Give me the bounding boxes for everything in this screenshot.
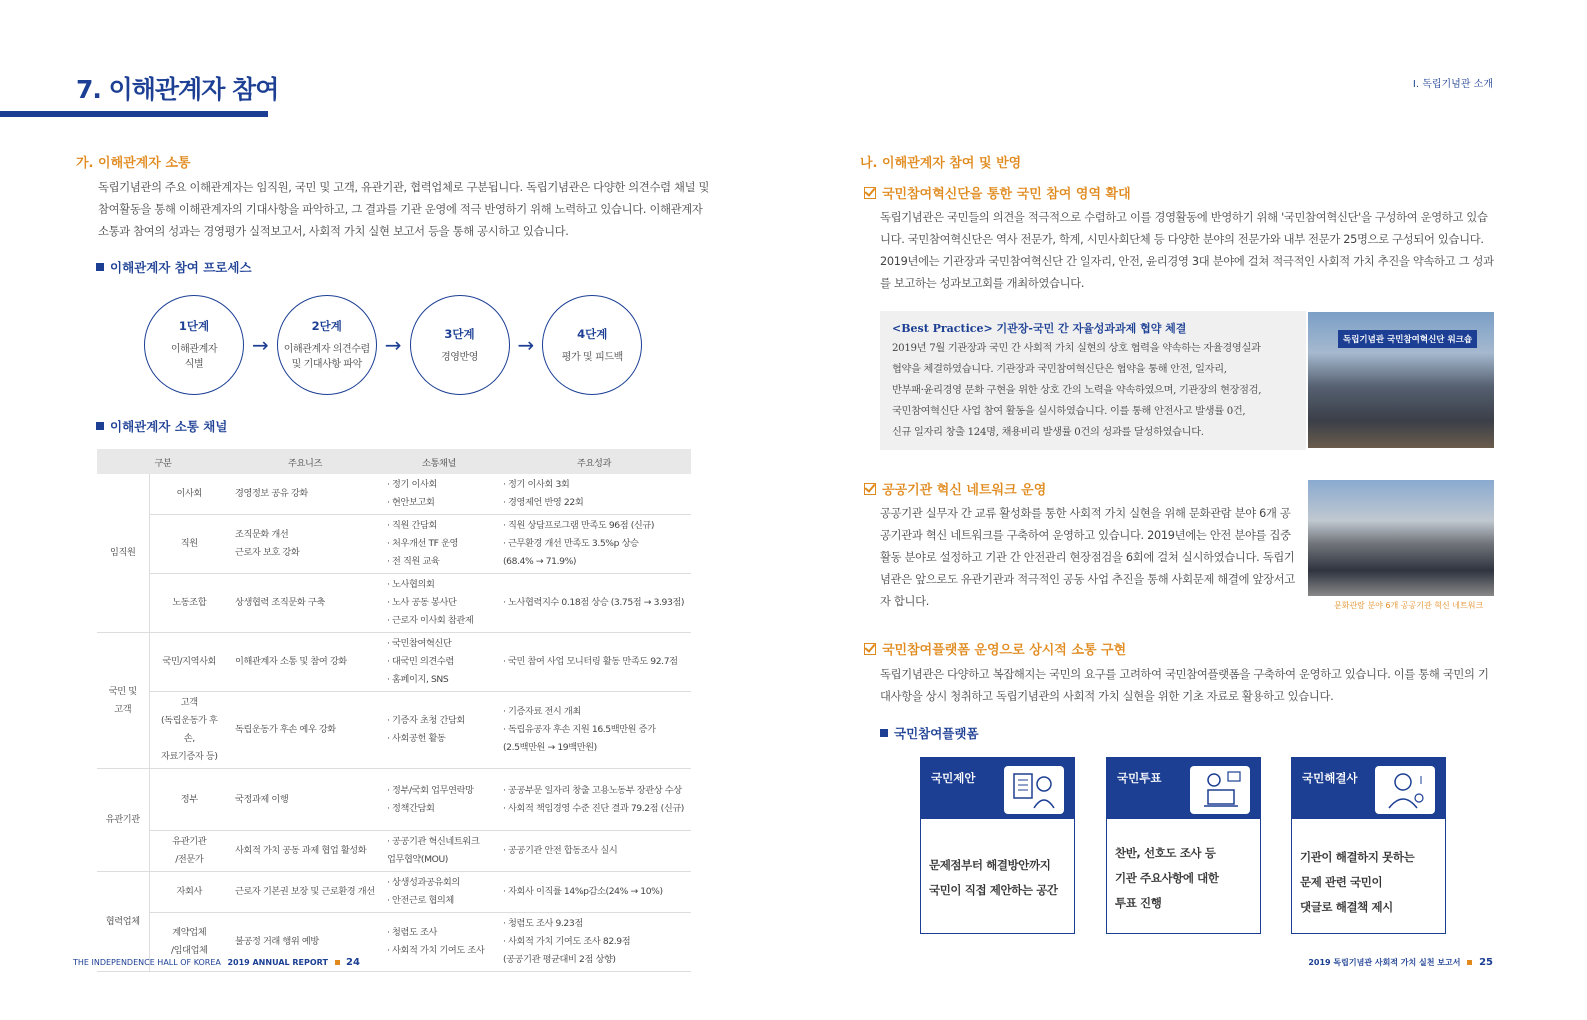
comm-heading: 가. 이해관계자 소통: [76, 156, 191, 171]
process-step-3: [410, 295, 510, 395]
table-header-cell: 주요성과: [497, 449, 691, 474]
table-row: [97, 574, 691, 633]
result-cell: · 노사협력지수 0.18점 상승 (3.75점 → 3.93점): [497, 574, 691, 633]
comm-text: 독립기념관의 주요 이해관계자는 임직원, 국민 및 고객, 유관기관, 협력업체로 구분됩니다. 독립기념관은 다양한 의견수렴 채널 및 참여활동을 통해 이해관계자의 기대사항을 파악하고, 그 결과를 기관 운영에 적극 반영하기 위해 노력하고 있습니다. 이해관계자 소통과 참여의 성과는 경영평가 실적보고서, 사회적 가치 실현 보고서 등을 통해 공시하고 있습니다.: [98, 181, 710, 238]
sub-cell: 정부: [149, 769, 229, 831]
sub-cell: 노동조합: [149, 574, 229, 633]
table-row: [97, 872, 691, 913]
platform-heading-label: 국민참여플랫폼: [894, 726, 979, 741]
platform-desc: 문제점부터 해결방안까지 국민이 직접 제안하는 공간: [929, 858, 1058, 897]
needs-cell: 독립운동가 후손 예우 강화: [229, 692, 381, 769]
sub-cell: 계약업체 /임대업체: [149, 913, 229, 972]
result-cell: · 직원 상담프로그램 만족도 96점 (신규) · 근무환경 개선 만족도 3.5%p 상승 (68.4% → 71.9%): [497, 515, 691, 574]
table-header-row: [97, 449, 691, 474]
process-step-2: [277, 295, 377, 395]
needs-cell: 국정과제 이행: [229, 769, 381, 831]
channel-cell: · 청렴도 조사 · 사회적 가치 기여도 조사: [381, 913, 497, 972]
process-step-label: 4단계: [577, 326, 608, 341]
platform-card-vote: [1106, 757, 1261, 934]
checkbox-icon: [864, 187, 876, 199]
square-bullet-icon: [880, 729, 888, 737]
page-number: 25: [1479, 957, 1493, 968]
channel-heading: [96, 417, 227, 435]
title-underline: [0, 111, 268, 117]
footer-org: THE INDEPENDENCE HALL OF KOREA: [73, 958, 221, 967]
arrow-right-icon: →: [517, 333, 535, 357]
result-cell: · 공공부문 일자리 창출 고용노동부 장관상 수상 · 사회적 책임경영 수준 진단 결과 79.2점 (신규): [497, 769, 691, 831]
person-document-icon: [1004, 766, 1064, 814]
table-header-cell: 주요니즈: [229, 449, 381, 474]
section-tag: I. 독립기념관 소개: [1412, 79, 1493, 90]
channel-cell: · 정부/국회 업무연락망 · 정책간담회: [381, 769, 497, 831]
photo-banner: 독립기념관 국민참여혁신단 워크숍: [1338, 330, 1477, 348]
s1-heading-label: 국민참여혁신단을 통한 국민 참여 영역 확대: [882, 187, 1131, 202]
channel-table: [97, 449, 691, 972]
process-step-label: 2단계: [311, 319, 342, 333]
footer-dot-icon: [1467, 960, 1472, 965]
s3-text: 독립기념관은 다양하고 복잡해지는 국민의 요구를 고려하여 국민참여플랫폼을 구축하여 운영하고 있습니다. 이를 통해 국민의 기대사항을 상시 청취하고 독립기념관의 사회적 가치 실현을 위한 기초 자료로 활용하고 있습니다.: [880, 668, 1489, 703]
table-row: [97, 692, 691, 769]
arrow-right-icon: →: [384, 333, 402, 357]
s2-heading-label: 공공기관 혁신 네트워크 운영: [882, 483, 1047, 498]
channel-cell: · 정기 이사회 · 현안보고회: [381, 474, 497, 515]
person-laptop-icon: [1190, 766, 1250, 814]
footer-dot-icon: [335, 960, 340, 965]
platform-label: 국민제안: [931, 771, 976, 785]
group-cell: 유관기관: [97, 769, 149, 872]
table-row: [97, 474, 691, 515]
s1-text: 독립기념관은 국민들의 의견을 적극적으로 수렴하고 이를 경영활동에 반영하기 위해 '국민참여혁신단'을 구성하여 운영하고 있습니다. 국민참여혁신단은 역사 전문가, 학계, 시민사회단체 등 다양한 분야의 전문가와 내부 전문가 25명으로 구성되어 있습니다. 2019년에는 기관장과 국민참여혁신단 간 일자리, 안전, 윤리경영 3대 분야에 걸쳐 적극적인 사회적 가치 추진을 약속하고 그 성과를 보고하는 성과보고회를 개최하였습니다.: [880, 211, 1494, 290]
channel-cell: · 직원 간담회 · 처우개선 TF 운영 · 전 직원 교육: [381, 515, 497, 574]
table-header-cell: 구분: [97, 449, 229, 474]
network-photo: [1308, 480, 1494, 596]
needs-cell: 이해관계자 소통 및 참여 강화: [229, 633, 381, 692]
result-cell: · 기증자료 전시 개최 · 독립유공자 후손 지원 16.5백만원 증가 (2.5백만원 → 19백만원): [497, 692, 691, 769]
result-cell: · 정기 이사회 3회 · 경영제언 반영 22회: [497, 474, 691, 515]
s3-heading: [864, 639, 1126, 658]
process-step-4: [542, 295, 642, 395]
participation-heading: 나. 이해관계자 참여 및 반영: [860, 156, 1022, 171]
process-step-label: 1단계: [178, 319, 210, 333]
needs-cell: 조직문화 개선 근로자 보호 강화: [229, 515, 381, 574]
page-number: 24: [346, 957, 360, 968]
platform-card-header: [921, 758, 1074, 819]
square-bullet-icon: [96, 422, 104, 430]
sub-cell: 자회사: [149, 872, 229, 913]
process-step-desc: 이해관계자 식별: [170, 344, 218, 370]
channel-cell: · 상생성과공유회의 · 안전근로 협의체: [381, 872, 497, 913]
needs-cell: 상생협력 조직문화 구축: [229, 574, 381, 633]
group-cell: 국민 및 고객: [97, 633, 149, 769]
s1-heading: [864, 183, 1131, 202]
sub-cell: 국민/지역사회: [149, 633, 229, 692]
process-flow: [144, 295, 642, 395]
platform-heading: [880, 724, 979, 742]
workshop-photo: [1308, 312, 1494, 448]
platform-label: 국민해결사: [1302, 771, 1358, 785]
footer-report: 2019 ANNUAL REPORT: [227, 958, 328, 967]
needs-cell: 불공정 거래 행위 예방: [229, 913, 381, 972]
process-step-desc: 경영반영: [441, 351, 479, 363]
sub-cell: 유관기관 /전문가: [149, 831, 229, 872]
checkbox-icon: [864, 643, 876, 655]
table-header-cell: 소통채널: [381, 449, 497, 474]
platform-card-proposal: [920, 757, 1075, 934]
platform-desc: 기관이 해결하지 못하는 문제 관련 국민이 댓글로 해결책 제시: [1300, 850, 1415, 914]
footer-report: 2019 독립기념관 사회적 가치 실천 보고서: [1308, 958, 1461, 967]
table-row: [97, 515, 691, 574]
result-cell: · 자회사 이직률 14%p감소(24% → 10%): [497, 872, 691, 913]
best-practice-box: [880, 311, 1306, 450]
needs-cell: 근로자 기본권 보장 및 근로환경 개선: [229, 872, 381, 913]
sub-cell: 이사회: [149, 474, 229, 515]
process-heading: [96, 258, 252, 276]
needs-cell: 경영정보 공유 강화: [229, 474, 381, 515]
network-photo-caption: 문화관람 분야 6개 공공기관 혁신 네트워크: [1334, 601, 1484, 610]
s3-heading-label: 국민참여플랫폼 운영으로 상시적 소통 구현: [882, 643, 1127, 658]
channel-heading-label: 이해관계자 소통 채널: [110, 419, 228, 434]
channel-cell: · 기증자 초청 간담회 · 사회공헌 활동: [381, 692, 497, 769]
platform-desc: 찬반, 선호도 조사 등 기관 주요사항에 대한 투표 진행: [1115, 846, 1219, 910]
table-row: [97, 633, 691, 692]
process-step-label: 3단계: [444, 326, 475, 341]
platform-card-solver: [1291, 757, 1446, 934]
needs-cell: 사회적 가치 공동 과제 협업 활성화: [229, 831, 381, 872]
platform-card-header: [1107, 758, 1260, 819]
platform-label: 국민투표: [1117, 771, 1162, 785]
sub-cell: 고객 (독립운동가 후손, 자료기증자 등): [149, 692, 229, 769]
result-cell: · 청렴도 조사 9.23점 · 사회적 가치 기여도 조사 82.9점 (공공기관 평균대비 2점 상향): [497, 913, 691, 972]
best-practice-text: 2019년 7월 기관장과 국민 간 사회적 가치 실현의 상호 협력을 약속하는 자율경영실과 협약을 체결하였습니다. 기관장과 국민참여혁신단은 협약을 통해 안전, 일자리, 반부패·윤리경영 문화 구현을 위한 상호 간의 노력을 약속하였으며, 기관장의 현장점검, 국민참여혁신단 사업 참여 활동을 실시하였습니다. 이를 통해 안전사고 발생률 0건, 신규 일자리 창출 124명, 채용비리 발생률 0건의 성과를 달성하였습니다.: [892, 343, 1262, 438]
s2-heading: [864, 479, 1046, 498]
process-step-1: [144, 295, 244, 395]
checkbox-icon: [864, 483, 876, 495]
best-practice-title: <Best Practice> 기관장-국민 간 자율성과과제 협약 체결: [892, 322, 1187, 335]
s2-text: 공공기관 실무자 간 교류 활성화를 통한 사회적 가치 실현을 위해 문화관람 분야 6개 공공기관과 혁신 네트워크를 구축하여 운영하고 있습니다. 2019년에는 안전 분야를 집중 활동 분야로 설정하고 기관 간 안전관리 현장점검을 6회에 걸쳐 실시하였습니다. 독립기념관은 앞으로도 유관기관과 적극적인 공동 사업 추진을 통해 사회문제 해결에 앞장서고자 합니다.: [880, 507, 1295, 608]
square-bullet-icon: [96, 263, 104, 271]
table-row: [97, 769, 691, 831]
channel-cell: · 노사협의회 · 노사 공동 봉사단 · 근로자 이사회 참관제: [381, 574, 497, 633]
process-heading-label: 이해관계자 참여 프로세스: [110, 260, 252, 275]
result-cell: · 국민 참여 사업 모니터링 활동 만족도 92.7점: [497, 633, 691, 692]
person-tools-icon: [1375, 766, 1435, 814]
footer-right: [1308, 957, 1493, 968]
process-step-desc: 이해관계자 의견수렴 및 기대사항 파악: [283, 344, 370, 370]
platform-card-header: [1292, 758, 1445, 819]
channel-cell: · 공공기관 혁신네트워크 업무협약(MOU): [381, 831, 497, 872]
table-row: [97, 831, 691, 872]
channel-cell: · 국민참여혁신단 · 대국민 의견수렴 · 홈페이지, SNS: [381, 633, 497, 692]
arrow-right-icon: →: [252, 333, 269, 357]
result-cell: · 공공기관 안전 합동조사 실시: [497, 831, 691, 872]
group-cell: 협력업체: [97, 872, 149, 972]
footer-left: [73, 957, 360, 968]
page-title: 7. 이해관계자 참여: [76, 75, 279, 104]
group-cell: 임직원: [97, 474, 149, 633]
process-step-desc: 평가 및 피드백: [561, 351, 623, 363]
sub-cell: 직원: [149, 515, 229, 574]
